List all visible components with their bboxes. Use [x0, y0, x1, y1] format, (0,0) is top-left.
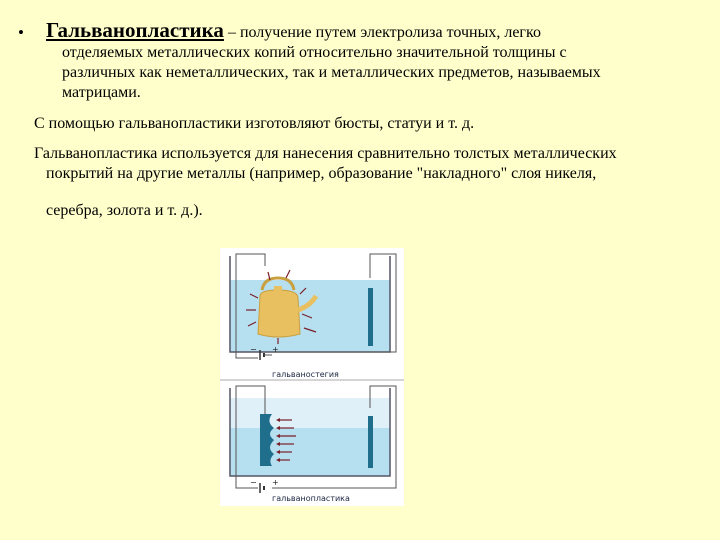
anode-bottom [368, 416, 373, 468]
term-galvanoplastika: Гальванопластика [46, 18, 224, 42]
definition-line-3: различных как неметаллических, так и металлических предметов, называемых [62, 64, 601, 81]
coatings-line-1: Гальванопластика используется для нанесения сравнительно толстых металлических [34, 145, 617, 162]
caption-galvanostegiya: гальваностегия [272, 370, 339, 379]
electrolyte-top [230, 280, 390, 352]
definition-line-2: отделяемых металлических копий относительно значительной толщины с [62, 44, 567, 61]
electrolyte-bottom [230, 428, 390, 476]
definition-line-1: – получение путем электролиза точных, легко [223, 24, 541, 41]
bullet-icon: • [18, 23, 24, 42]
coatings-line-2: покрытий на другие металлы (например, образование "накладного" слоя никеля, [46, 165, 597, 182]
paragraph-usage-coatings [34, 144, 617, 184]
electrolysis-figure [220, 248, 404, 506]
anode-top [368, 288, 373, 346]
minus-sign-top: − [250, 345, 257, 354]
plus-sign-bottom: + [272, 478, 279, 487]
definition-line-4: матрицами. [62, 84, 141, 101]
paragraph-usage-statues: С помощью гальванопластики изготовляют бюсты, статуи и т. д. [34, 115, 475, 132]
paragraph-usage-continuation: серебра, золота и т. д.). [46, 202, 203, 219]
bath-galvanoplastika [230, 386, 396, 493]
minus-sign-bottom: − [250, 478, 257, 487]
caption-galvanoplastika: гальванопластика [272, 494, 350, 503]
electrolyte-bottom-upper [230, 398, 390, 428]
plus-sign-top: + [272, 345, 279, 354]
